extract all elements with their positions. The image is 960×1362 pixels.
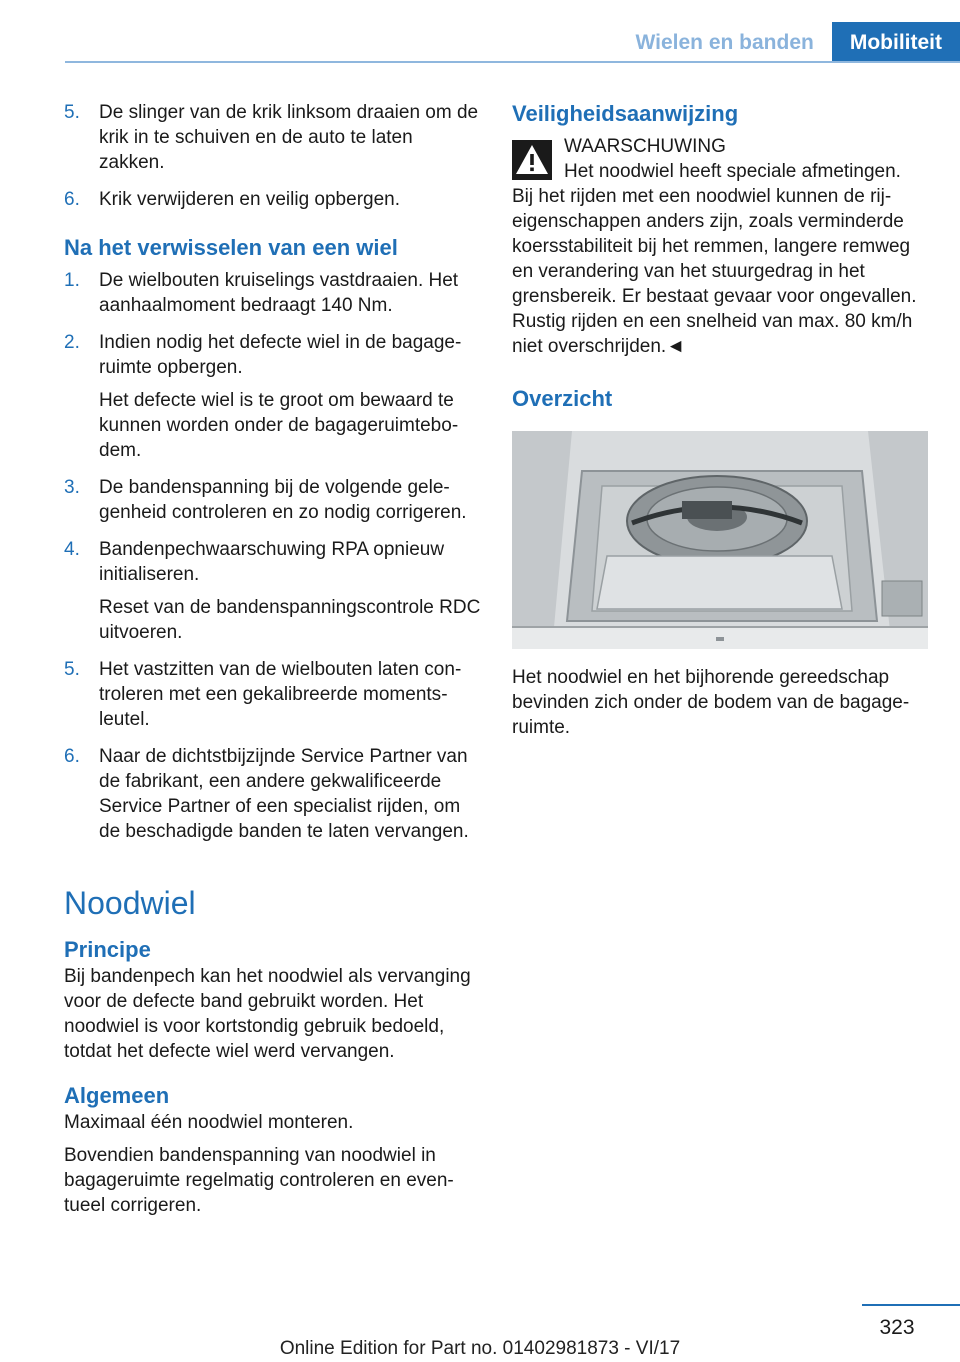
warning-triangle-icon [512,140,552,180]
page-number: 323 [879,1316,915,1339]
photo-caption: Het noodwiel en het bijhorende gereedschap bevinden zich onder de bodem van de bagageruimte. [512,667,910,738]
list-item [64,475,482,525]
step-text: Indien nodig het defecte wiel in de bagageruimte opbergen. [99,332,462,378]
step-text: De bandenspanning bij de volgende gelegenheid controleren en zo nodig corrigeren. [99,477,467,523]
tab-wielen-en-banden[interactable]: Wielen en banden [618,22,832,62]
step-number: 2. [64,332,80,353]
tab-mobiliteit[interactable]: Mobiliteit [832,22,960,62]
step-text: De wielbouten kruiselings vastdraaien. Het aanhaalmoment bedraagt 140 Nm. [99,270,459,316]
warning-label: WAARSCHUWING [564,136,726,157]
step-note: Reset van de bandenspanningscontrole RDC uitvoeren. [99,597,481,643]
step-number: 5. [64,659,80,680]
header-divider [65,61,960,63]
step-number: 5. [64,102,80,123]
chapter-heading-noodwiel: Noodwiel [64,885,196,921]
step-text: Naar de dichtstbijzijnde Service Partner van de fabrikant, een andere gekwalificeerde Service Partner of een specialist rijden, om de beschadigde banden te laten vervangen. [99,746,469,842]
warning-header-lines [564,134,901,184]
warning-body: Bij het rijden met een noodwiel kunnen de rijeigenschappen anders zijn, zoals verminderde koersstabiliteit bij het remmen, langere remweg en verandering van het stuurgedrag in het grensbereik. Er bestaat gevaar voor ongevallen. Rustig rijden en een snelheid van max. 80 km/h niet overschrijden.◄ [512,186,917,357]
step-number: 6. [64,746,80,767]
step-text: De slinger van de krik linksom draaien om de krik in te schuiven en de auto te laten zakken. [99,102,479,173]
step-number: 3. [64,477,80,498]
header-tabs [618,22,960,62]
step-text: Krik verwijderen en veilig opbergen. [99,189,400,210]
list-item [64,657,482,732]
list-item [64,187,482,212]
section-heading-principe: Principe [64,937,151,962]
warning-block [512,134,932,184]
section-heading-after-change: Na het verwisselen van een wiel [64,235,398,260]
step-text: Het vastzitten van de wielbouten laten controleren met een gekalibreerde momentsleutel. [99,659,462,730]
list-item [64,330,482,463]
step-note: Het defecte wiel is te groot om bewaard te kunnen worden onder de bagageruimtebodem. [99,390,459,461]
algemeen-paragraph-1: Maximaal één noodwiel monteren. [64,1112,354,1133]
section-heading-algemeen: Algemeen [64,1083,170,1108]
list-item [64,537,482,645]
spare-wheel-trunk-illustration [512,431,928,649]
left-column [64,100,482,1218]
list-item [64,268,482,318]
jack-steps-list [64,100,482,212]
step-number: 1. [64,270,80,291]
list-item [64,100,482,175]
section-heading-safety: Veiligheidsaanwijzing [512,101,739,126]
section-heading-overview: Overzicht [512,386,613,411]
edition-footer: Online Edition for Part no. 01402981873 - VI/17 [279,1338,681,1359]
step-number: 4. [64,539,80,560]
right-column [512,100,932,740]
page-number-rule [862,1304,960,1306]
algemeen-paragraph-2: Bovendien bandenspanning van noodwiel in bagageruimte regelmatig controleren en eventueel corrigeren. [64,1145,454,1216]
warning-first-line: Het noodwiel heeft speciale afmetingen. [564,161,901,182]
step-text: Bandenpechwaarschuwing RPA opnieuw initialiseren. [99,539,445,585]
principe-paragraph: Bij bandenpech kan het noodwiel als vervanging voor de defecte band gebruikt worden. Het noodwiel is voor kortstondig gebruik bedoeld, totdat het defecte wiel werd vervangen. [64,966,471,1062]
after-change-steps-list [64,268,482,844]
list-item [64,744,482,844]
step-number: 6. [64,189,80,210]
